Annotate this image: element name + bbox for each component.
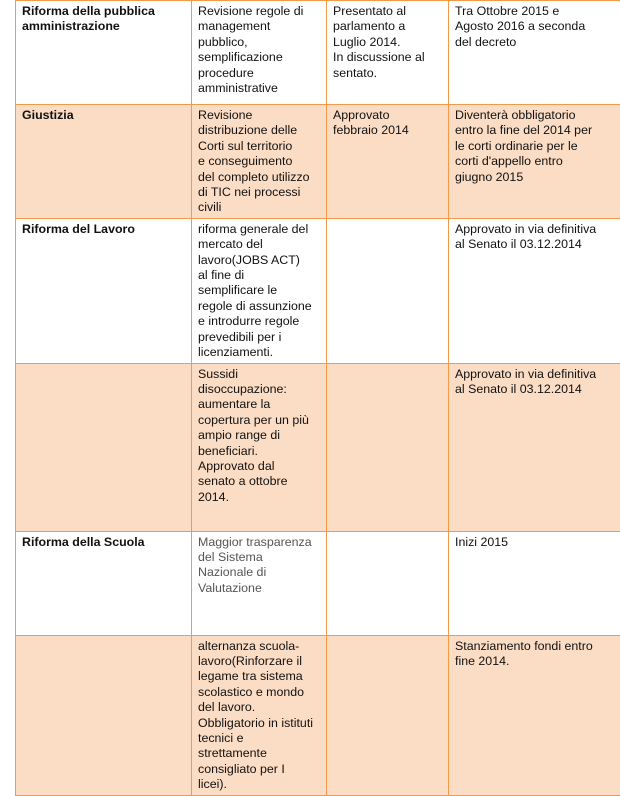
timeline-text: Stanziamento fondi entro fine 2014. — [455, 639, 615, 670]
table-row — [16, 105, 620, 219]
table-row — [16, 218, 620, 363]
table-row — [16, 635, 620, 795]
description-cell — [192, 363, 327, 531]
timeline-text: Tra Ottobre 2015 e Agosto 2016 a seconda del decreto — [455, 4, 615, 50]
status-text: Approvato febbraio 2014 — [333, 108, 442, 139]
timeline-cell — [449, 218, 620, 363]
area-label: Riforma della Scuola — [22, 535, 185, 550]
description-text: riforma generale del mercato del lavoro(JOBS ACT) al fine di semplificare le regole di assunzione e introdurre regole prevedibili per i licenziamenti. — [198, 222, 320, 361]
table-row — [16, 531, 620, 635]
status-cell — [327, 363, 449, 531]
description-text: Sussidi disoccupazione: aumentare la copertura per un più ampio range di beneficiari. Approvato dal senato a ottobre 2014. — [198, 367, 320, 506]
status-text: Presentato al parlamento a Luglio 2014. In discussione al sentato. — [333, 4, 442, 81]
timeline-cell — [449, 105, 620, 219]
description-cell — [192, 218, 327, 363]
area-cell — [16, 105, 192, 219]
description-text: alternanza scuola- lavoro(Rinforzare il legame tra sistema scolastico e mondo del lavoro. Obbligatorio in istituti tecnici e strettamente consigliato per I licei). — [198, 639, 320, 793]
status-cell — [327, 105, 449, 219]
area-label: Riforma del Lavoro — [22, 222, 185, 237]
timeline-cell — [449, 635, 620, 795]
description-text: Revisione distribuzione delle Corti sul territorio e conseguimento del completo utilizzo di TIC nei processi civili — [198, 108, 320, 216]
area-cell — [16, 363, 192, 531]
status-cell — [327, 531, 449, 635]
area-label: Riforma della pubblica amministrazione — [22, 4, 185, 35]
description-text: Revisione regole di management pubblico, semplificazione procedure amministrative — [198, 4, 320, 96]
area-cell — [16, 635, 192, 795]
description-cell — [192, 531, 327, 635]
timeline-text: Approvato in via definitiva al Senato il 03.12.2014 — [455, 222, 615, 253]
timeline-cell — [449, 1, 620, 105]
area-cell — [16, 218, 192, 363]
area-cell — [16, 1, 192, 105]
status-cell — [327, 218, 449, 363]
reforms-table — [15, 0, 620, 796]
status-cell — [327, 1, 449, 105]
area-cell — [16, 531, 192, 635]
area-label: Giustizia — [22, 108, 185, 123]
timeline-cell — [449, 363, 620, 531]
status-cell — [327, 635, 449, 795]
description-cell — [192, 635, 327, 795]
timeline-text: Inizi 2015 — [455, 535, 615, 550]
description-text: Maggior trasparenza del Sistema Nazionale di Valutazione — [198, 535, 320, 597]
timeline-text: Approvato in via definitiva al Senato il 03.12.2014 — [455, 367, 615, 398]
description-cell — [192, 105, 327, 219]
description-cell — [192, 1, 327, 105]
timeline-cell — [449, 531, 620, 635]
table-row — [16, 363, 620, 531]
table-row — [16, 1, 620, 105]
timeline-text: Diventerà obbligatorio entro la fine del 2014 per le corti ordinarie per le corti d'appello entro giugno 2015 — [455, 108, 615, 185]
